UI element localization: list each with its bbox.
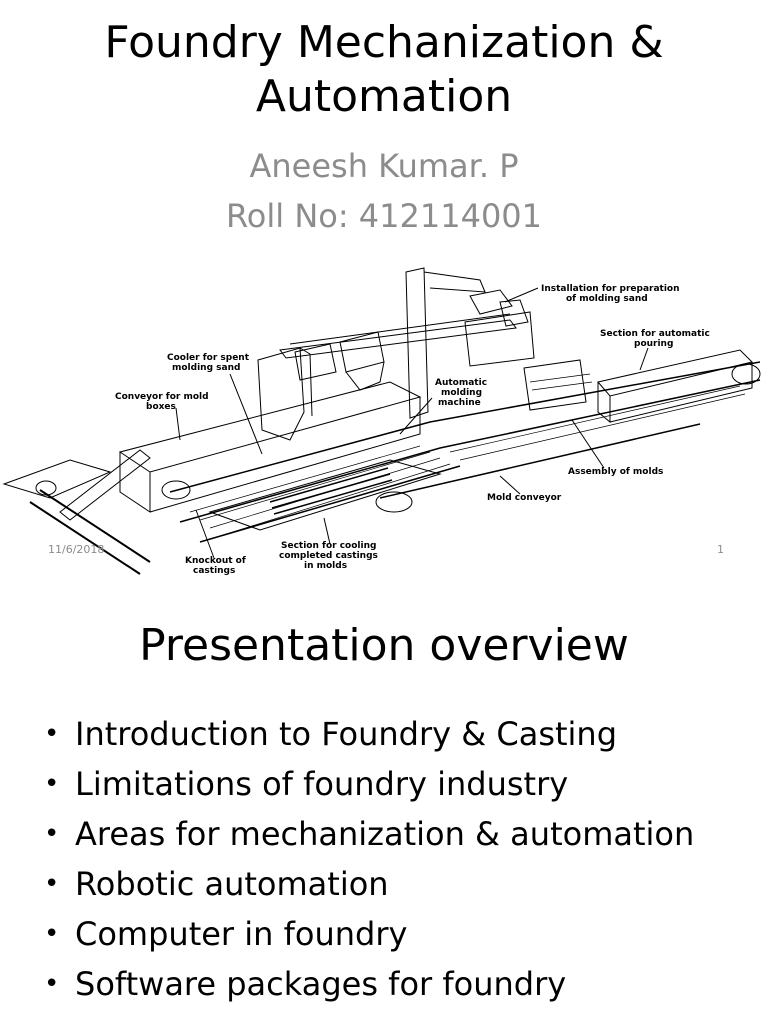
label-assembly: Assembly of molds xyxy=(568,467,664,477)
list-item: • Areas for mechanization & automation xyxy=(44,815,695,853)
label-installation: Installation for preparation of molding sand xyxy=(541,284,680,304)
author-name: Aneesh Kumar. P xyxy=(249,147,519,185)
label-cooling: Section for cooling completed castings in molds xyxy=(279,541,378,571)
slide-2 xyxy=(0,590,768,1024)
bullet-icon: • xyxy=(44,719,60,749)
label-conveyor-boxes: Conveyor for mold boxes xyxy=(115,392,209,412)
bullet-icon: • xyxy=(44,919,60,949)
list-item: • Computer in foundry xyxy=(44,915,408,953)
slide-title xyxy=(0,16,768,124)
title-line-2: Automation xyxy=(255,71,513,122)
label-cooler: Cooler for spent molding sand xyxy=(167,353,250,373)
bullet-icon: • xyxy=(44,769,60,799)
bullet-icon: • xyxy=(44,969,60,999)
bullet-icon: • xyxy=(44,819,60,849)
list-item: • Software packages for foundry xyxy=(44,965,567,1003)
roll-number: Roll No: 412114001 xyxy=(225,197,543,235)
overview-bullet-list xyxy=(44,714,744,1014)
bullet-icon: • xyxy=(44,869,60,899)
label-molding-machine: Automatic molding machine xyxy=(435,378,488,408)
overview-title: Presentation overview xyxy=(139,620,629,671)
list-item: • Introduction to Foundry & Casting xyxy=(44,715,618,753)
title-line-1: Foundry Mechanization & xyxy=(104,17,664,68)
list-item: • Limitations of foundry industry xyxy=(44,765,569,803)
label-pouring: Section for automatic pouring xyxy=(600,329,710,349)
label-mold-conveyor: Mold conveyor xyxy=(487,493,562,503)
slide-date: 11/6/2018 xyxy=(48,543,105,556)
foundry-line-illustration xyxy=(0,262,768,576)
slide-number: 1 xyxy=(717,543,724,556)
list-item: • Robotic automation xyxy=(44,865,389,903)
label-knockout: Knockout of castings xyxy=(185,556,246,576)
